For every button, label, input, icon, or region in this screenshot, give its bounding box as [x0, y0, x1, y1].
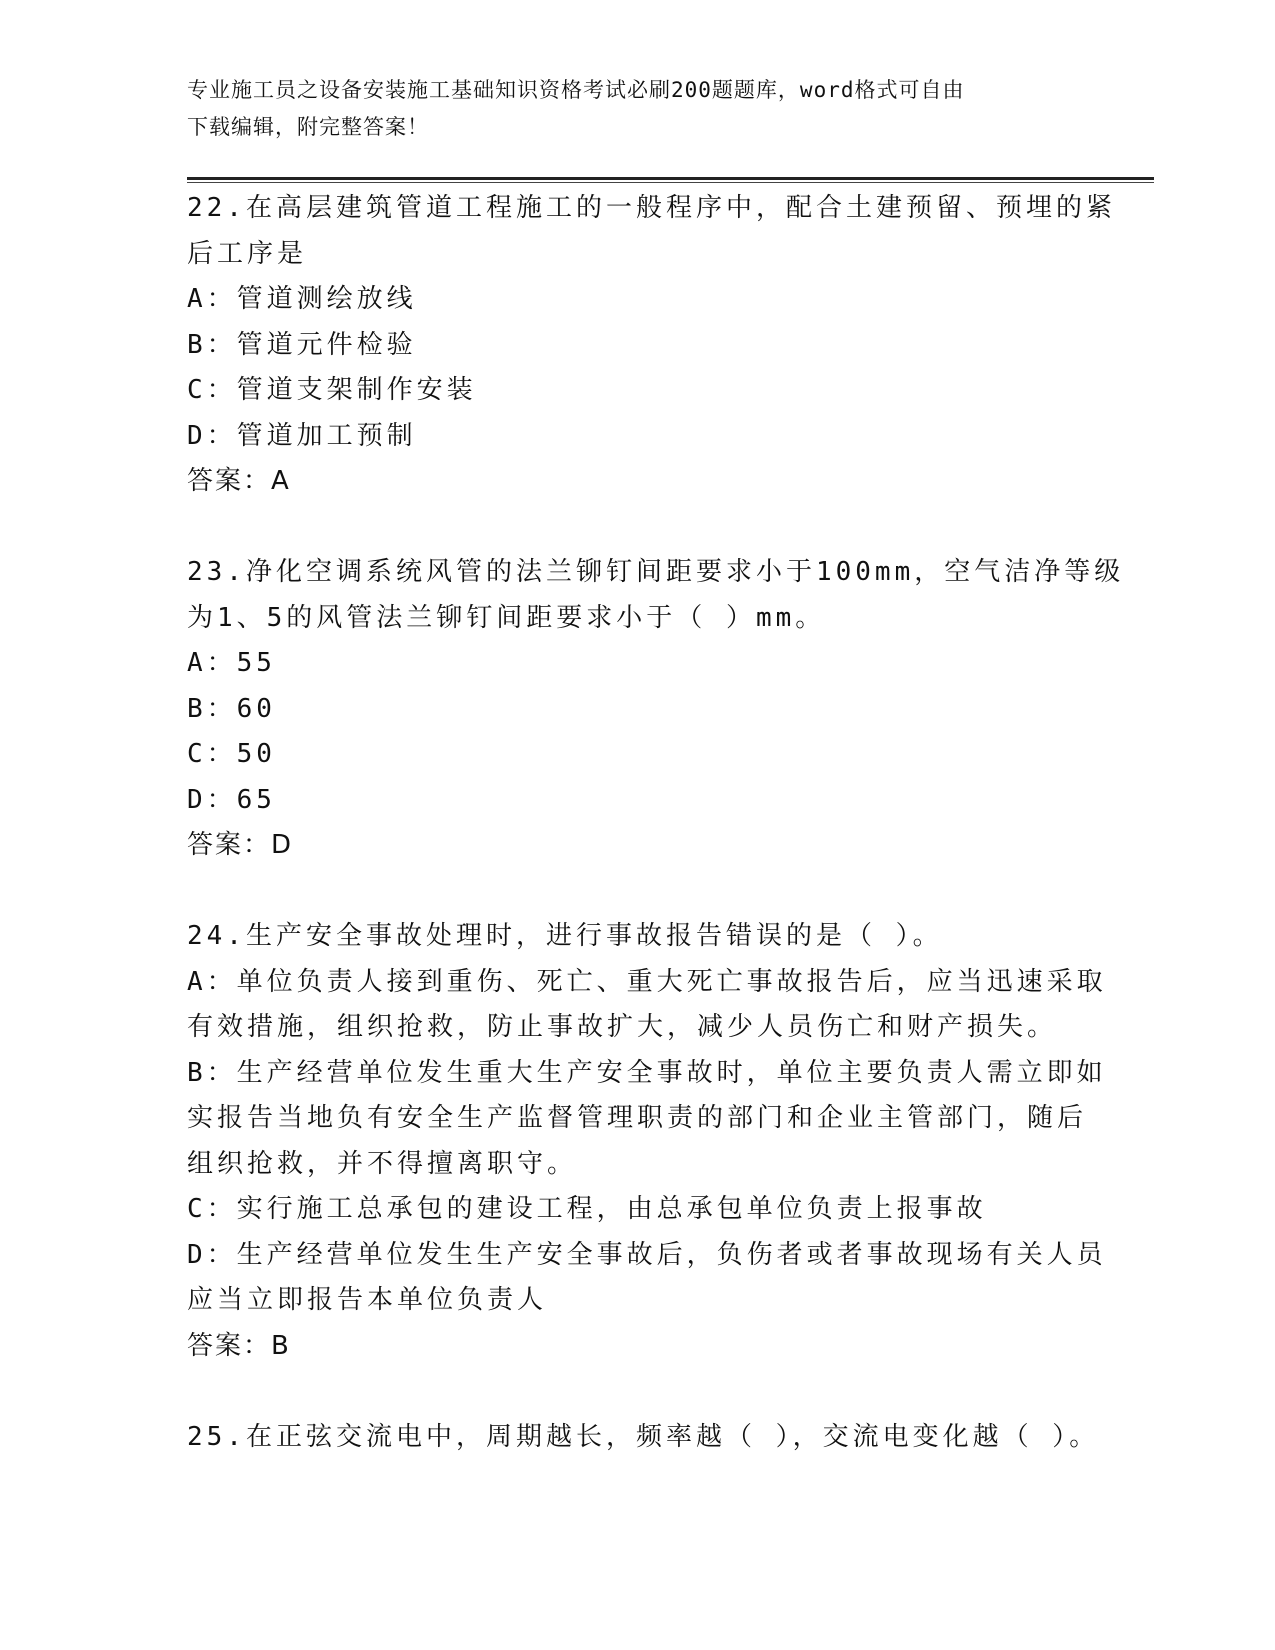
option-c: C：50 — [187, 739, 276, 769]
option-a: A：55 — [187, 648, 276, 678]
option-b-continued: 实报告当地负有安全生产监督管理职责的部门和企业主管部门，随后 — [187, 1103, 1088, 1133]
answer-line: 答案：D — [187, 830, 294, 860]
option-a: A：管道测绘放线 — [187, 284, 417, 314]
question-stem-line: 24.生产安全事故处理时，进行事故报告错误的是（ ）。 — [187, 921, 943, 951]
header-line-2: 下载编辑，附完整答案！ — [187, 115, 429, 139]
question-stem-line: 25.在正弦交流电中，周期越长，频率越（ ），交流电变化越（ ）。 — [187, 1421, 1100, 1452]
option-a-continued: 有效措施，组织抢救，防止事故扩大，减少人员伤亡和财产损失。 — [187, 1012, 1058, 1042]
answer-line: 答案：A — [187, 466, 291, 496]
header-divider-thin — [187, 182, 1154, 183]
answer-line: 答案：B — [187, 1330, 291, 1361]
question-spacer — [187, 505, 1077, 551]
option-c: C：管道支架制作安装 — [187, 375, 477, 405]
option-b: B：60 — [187, 693, 276, 724]
question-spacer — [187, 1369, 1077, 1415]
question-spacer — [187, 869, 1077, 915]
question-list — [187, 186, 1125, 1460]
question-stem-line: 22.在高层建筑管道工程施工的一般程序中，配合土建预留、预埋的紧 — [187, 193, 1116, 223]
question-block — [187, 914, 1107, 1369]
question-block — [187, 550, 1125, 869]
question-stem-line: 23.净化空调系统风管的法兰铆钉间距要求小于100mm，空气洁净等级 — [187, 557, 1125, 587]
option-a: A：单位负责人接到重伤、死亡、重大死亡事故报告后，应当迅速采取 — [187, 966, 1107, 997]
option-d: D：管道加工预制 — [187, 420, 417, 451]
header-line-1: 专业施工员之设备安装施工基础知识资格考试必刷200题题库，word格式可自由 — [187, 78, 965, 102]
header-divider-thick — [187, 177, 1154, 180]
document-header — [187, 72, 1067, 146]
option-d: D：65 — [187, 784, 276, 815]
option-b-continued: 组织抢救，并不得擅离职守。 — [187, 1148, 578, 1179]
option-b: B：生产经营单位发生重大生产安全事故时，单位主要负责人需立即如 — [187, 1057, 1107, 1088]
option-d: D：生产经营单位发生生产安全事故后，负伤者或者事故现场有关人员 — [187, 1239, 1107, 1270]
question-stem-line: 为1、5的风管法兰铆钉间距要求小于（ ）mm。 — [187, 602, 826, 633]
option-b: B：管道元件检验 — [187, 329, 417, 360]
question-block — [187, 1415, 1100, 1461]
question-block — [187, 186, 1116, 505]
question-stem-line: 后工序是 — [187, 238, 308, 269]
option-c: C：实行施工总承包的建设工程，由总承包单位负责上报事故 — [187, 1194, 987, 1224]
option-d-continued: 应当立即报告本单位负责人 — [187, 1285, 548, 1315]
